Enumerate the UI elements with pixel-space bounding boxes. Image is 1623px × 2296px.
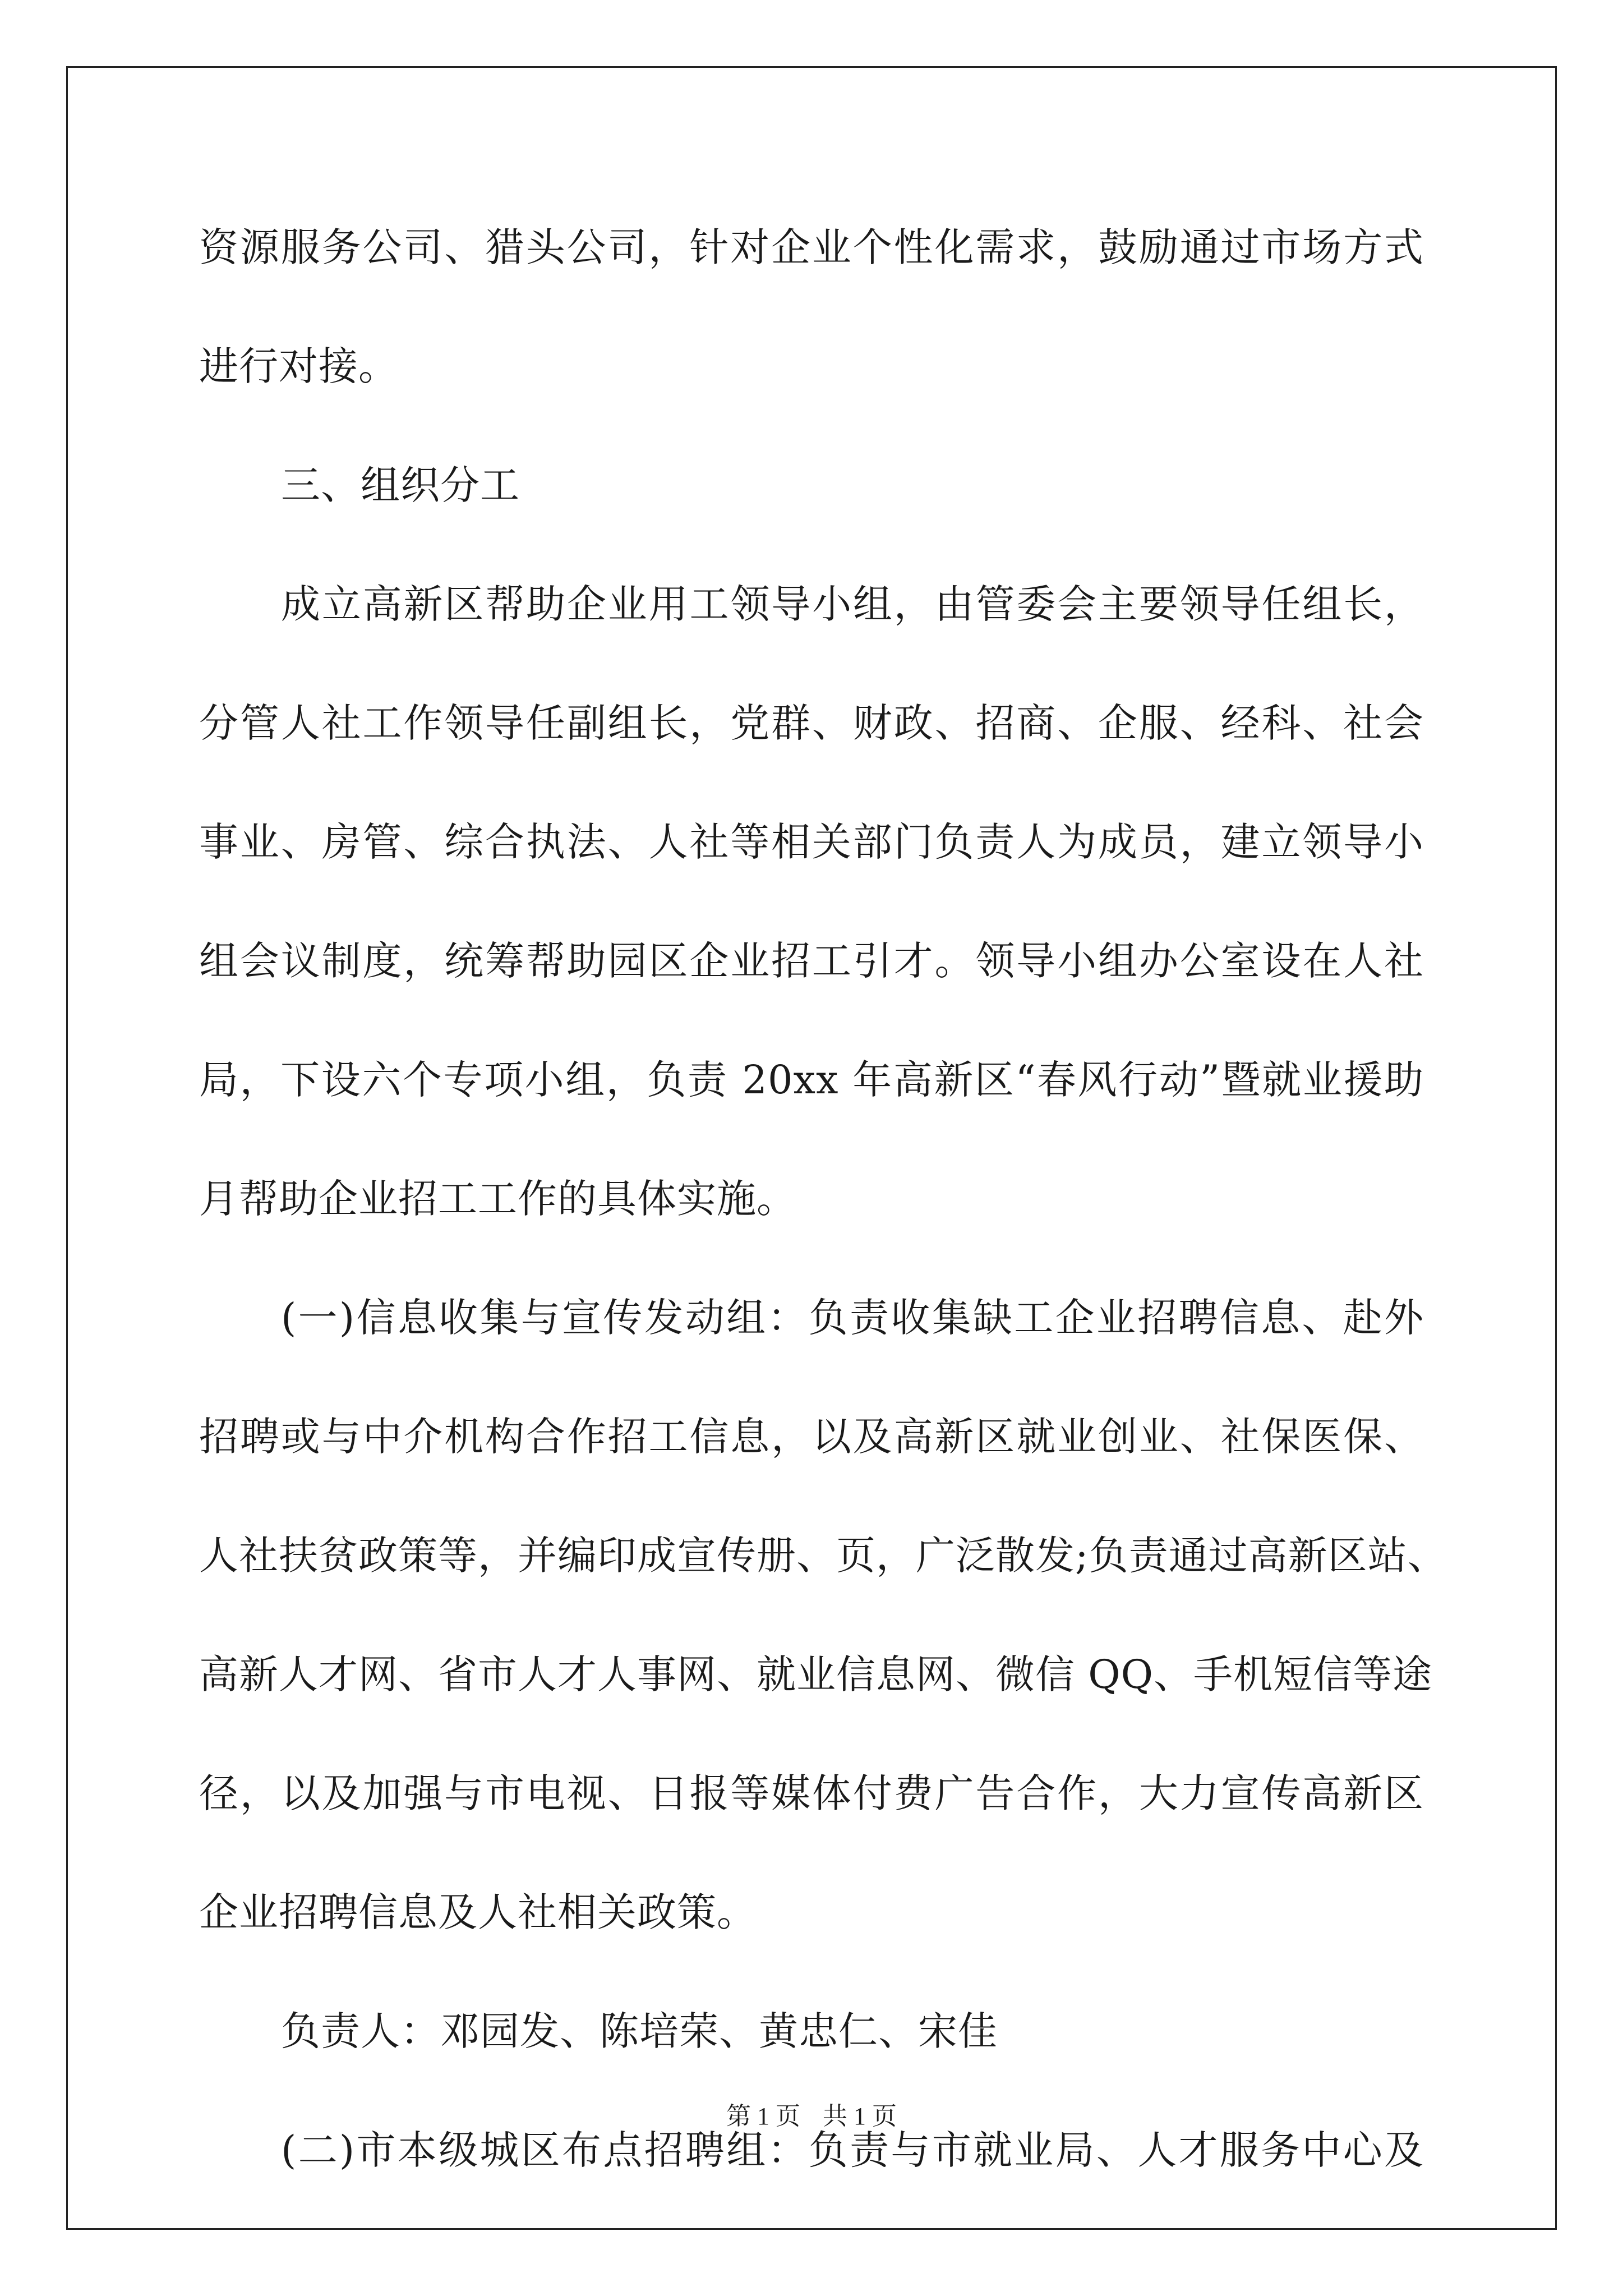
page-number: 第 1 页	[726, 2102, 800, 2130]
paragraph-line: 人社扶贫政策等，并编印成宣传册、页，广泛散发;负责通过高新区站、	[199, 1533, 1447, 1579]
responsible-persons-line: 负责人：邓园发、陈培荣、黄忠仁、宋佳	[281, 2008, 998, 2054]
paragraph-line: 径，以及加强与市电视、日报等媒体付费广告合作，大力宣传高新区	[199, 1770, 1424, 1816]
paragraph-line: 成立高新区帮助企业用工领导小组，由管委会主要领导任组长，	[281, 581, 1424, 627]
paragraph-line: 资源服务公司、猎头公司，针对企业个性化需求，鼓励通过市场方式	[199, 224, 1424, 270]
paragraph-line: 招聘或与中介机构合作招工信息，以及高新区就业创业、社保医保、	[199, 1414, 1424, 1460]
paragraph-line: (二)市本级城区布点招聘组：负责与市就业局、人才服务中心及	[281, 2127, 1424, 2173]
paragraph-line: (一)信息收集与宣传发动组：负责收集缺工企业招聘信息、赴外	[281, 1295, 1424, 1341]
paragraph-line: 局，下设六个专项小组，负责 20xx 年高新区“春风行动”暨就业援助	[199, 1057, 1424, 1103]
paragraph-line: 企业招聘信息及人社相关政策。	[199, 1889, 757, 1935]
paragraph-line: 分管人社工作领导任副组长，党群、财政、招商、企服、经科、社会	[199, 700, 1424, 746]
page-footer	[0, 2100, 1623, 2133]
paragraph-line: 组会议制度，统筹帮助园区企业招工引才。领导小组办公室设在人社	[199, 938, 1424, 984]
page-total: 共 1 页	[823, 2102, 897, 2130]
paragraph-line: 高新人才网、省市人才人事网、就业信息网、微信 QQ、手机短信等途	[199, 1651, 1433, 1697]
paragraph-line: 事业、房管、综合执法、人社等相关部门负责人为成员，建立领导小	[199, 819, 1424, 865]
paragraph-line: 月帮助企业招工工作的具体实施。	[199, 1176, 796, 1222]
section-heading: 三、组织分工	[281, 462, 520, 508]
paragraph-line: 进行对接。	[199, 343, 398, 389]
